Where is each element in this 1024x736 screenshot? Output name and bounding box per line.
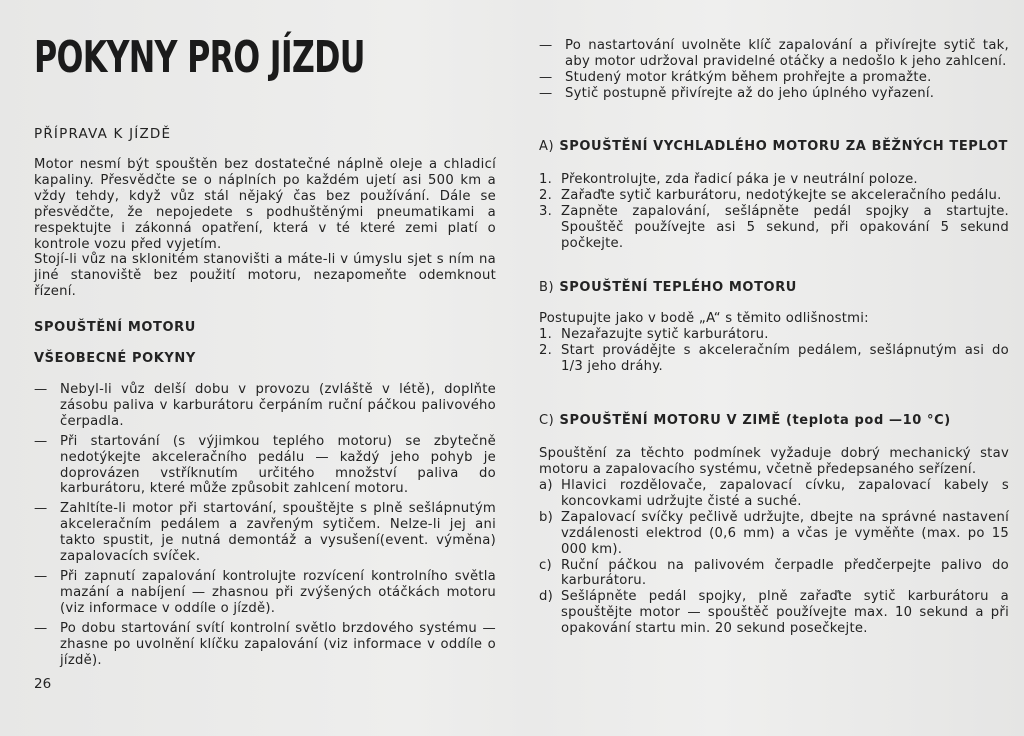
list-item: — Studený motor krátkým během prohřejte a promažte.: [539, 69, 932, 85]
section-c-steps: [539, 478, 1009, 637]
list-item: — Zahltíte-li motor při startování, spouštějte s plně sešlápnutým akceleračním pedálem a zavřeným sytičem. Nelze-li jej ani takto spustit, je nutná demontáž a vysušení(event. výměna) zapalovacích svíček.: [34, 501, 496, 565]
list-item: 2. Zařaďte sytič karburátoru, nedotýkejte se akceleračního pedálu.: [539, 187, 1002, 203]
section-c-heading: [539, 413, 951, 429]
list-item: 3. Zapněte zapalování, sešlápněte pedál spojky a startujte. Spouštěč používejte asi 5 sekund, při opakování 5 sekund počkejte.: [539, 203, 1009, 251]
section-b-intro: Postupujte jako v bodě „A“ s těmito odlišnostmi:: [539, 311, 869, 326]
list-item: — Nebyl-li vůz delší dobu v provozu (zvláště v létě), doplňte zásobu paliva v karburátoru čerpáním ruční páčkou palivového čerpadla.: [34, 382, 496, 429]
list-item: — Sytič postupně přivírejte až do jeho úplného vyřazení.: [539, 85, 935, 101]
list-item: — Při zapnutí zapalování kontrolujte rozvícení kontrolního světla mazání a nabíjení — zhasnou při zvýšených otáčkách motoru (viz informace v oddíle o jízdě).: [34, 568, 496, 616]
section-letter: B): [539, 280, 555, 295]
list-item: — Po nastartování uvolněte klíč zapalování a přivírejte sytič tak, aby motor udržoval pravidelné otáčky a nedošlo k jeho zahlcení.: [539, 38, 1009, 69]
general-instructions-list: [34, 382, 496, 672]
preparation-subheading: PŘÍPRAVA K JÍZDĚ: [34, 126, 172, 142]
preparation-paragraph: Stojí-li vůz na sklonitém stanovišti a máte-li v úmyslu sjet s ním na jiné stanoviště bez použití motoru, nezapomeňte odemknout řízení.: [34, 252, 496, 300]
section-title: SPOUŠTĚNÍ VYCHLADLÉHO MOTORU ZA BĚŽNÝCH TEPLOT: [559, 139, 1008, 154]
section-letter: C): [539, 413, 555, 428]
section-b-steps: [539, 327, 1009, 375]
list-item: a) Hlavici rozdělovače, zapalovací cívku, zapalovací kabely s koncovkami udržujte čisté a suché.: [539, 478, 1009, 509]
list-item: c) Ruční páčkou na palivovém čerpadle předčerpejte palivo do karburátoru.: [539, 557, 1009, 589]
startup-continuation-list: [539, 38, 1009, 102]
list-item: 1. Nezařazujte sytič karburátoru.: [539, 327, 769, 342]
page-number: 26: [34, 676, 52, 692]
list-item: 2. Start provádějte s akceleračním pedálem, sešlápnutým asi do 1/3 jeho dráhy.: [539, 342, 1009, 374]
section-heading-general: VŠEOBECNÉ POKYNY: [34, 351, 196, 366]
preparation-paragraph: Motor nesmí být spouštěn bez dostatečné náplně oleje a chladicí kapaliny. Přesvědčte se o náplních po každém ujetí asi 500 km a vždy tehdy, když vůz stál nějaký čas bez používání. Dále se přesvědčte, že nepojedete s podhuštěnými pneumatikami a respektujte i zákonná opatření, která v té které zemi platí o kontrole vozu před vyjetím.: [34, 157, 496, 252]
preparation-text: [34, 157, 496, 300]
section-title: SPOUŠTĚNÍ MOTORU V ZIMĚ (teplota pod —10 °C): [559, 413, 951, 428]
section-b-heading: [539, 280, 797, 296]
list-item: — Při startování (s výjimkou teplého motoru) se zbytečně nedotýkejte akceleračního pedálu — každý jeho pohyb je doprovázen vstříknutím určitého množství paliva do karburátoru, které může způsobit zahlcení motoru.: [34, 433, 496, 497]
section-a-heading: [539, 139, 1008, 155]
section-c-intro: Spouštění za těchto podmínek vyžaduje dobrý mechanický stav motoru a zapalovacího systému, včetně předepsaného seřízení.: [539, 446, 1009, 477]
section-letter: A): [539, 139, 555, 154]
section-a-steps: [539, 172, 1009, 252]
list-item: d) Sešlápněte pedál spojky, plně zařaďte sytič karburátoru a spouštějte motor — spouštěč používejte max. 10 sekund a při opakování startu min. 20 sekund posečkejte.: [539, 589, 1009, 637]
list-item: — Po dobu startování svítí kontrolní světlo brzdového systému — zhasne po uvolnění klíčku zapalování (viz informace v oddíle o jízdě).: [34, 620, 496, 668]
section-title: SPOUŠTĚNÍ TEPLÉHO MOTORU: [559, 280, 797, 295]
list-item: 1. Překontrolujte, zda řadicí páka je v neutrální poloze.: [539, 172, 918, 187]
section-heading-start: SPOUŠTĚNÍ MOTORU: [34, 320, 196, 335]
list-item: b) Zapalovací svíčky pečlivě udržujte, dbejte na správné nastavení vzdálenosti elektrod (0,6 mm) a včas je vyměňte (max. po 15 000 km).: [539, 509, 1009, 557]
page-title: POKYNY PRO JÍZDU: [34, 32, 365, 83]
